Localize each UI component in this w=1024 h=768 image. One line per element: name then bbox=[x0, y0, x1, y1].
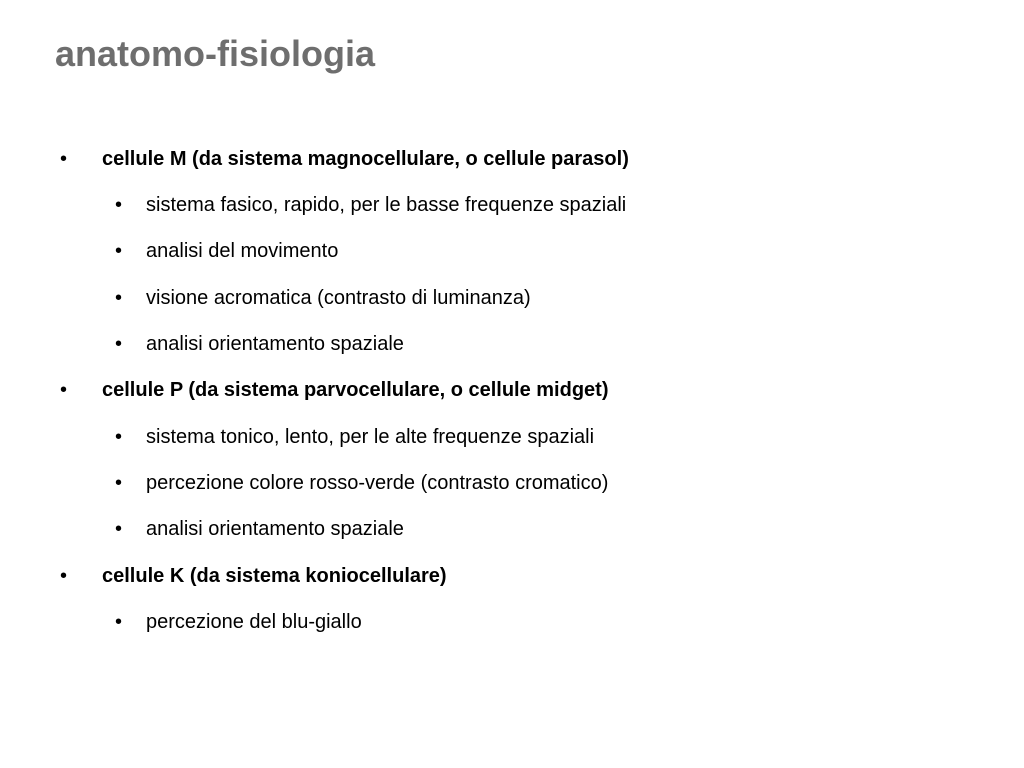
sub-bullet-label: analisi del movimento bbox=[146, 240, 339, 262]
sub-bullet-label: visione acromatica (contrasto di luminanza) bbox=[146, 287, 531, 309]
sub-bullet-label: analisi orientamento spaziale bbox=[146, 518, 404, 540]
sub-bullet-label: percezione del blu-giallo bbox=[146, 611, 362, 633]
bullet-icon: • bbox=[60, 565, 68, 587]
sub-bullet bbox=[115, 331, 404, 357]
bullet-icon: • bbox=[115, 518, 123, 540]
sub-bullet bbox=[115, 516, 404, 542]
sub-bullet bbox=[115, 192, 627, 218]
bullet-icon: • bbox=[60, 148, 68, 170]
bullet-cellule-k bbox=[60, 563, 447, 589]
bullet-icon: • bbox=[115, 472, 123, 494]
bullet-label: cellule K (da sistema koniocellulare) bbox=[102, 565, 447, 587]
bullet-cellule-m bbox=[60, 146, 629, 172]
sub-bullet bbox=[115, 238, 339, 264]
bullet-cellule-p bbox=[60, 377, 609, 403]
bullet-icon: • bbox=[115, 194, 123, 216]
sub-bullet bbox=[115, 609, 362, 635]
sub-bullet bbox=[115, 424, 595, 450]
bullet-icon: • bbox=[115, 426, 123, 448]
bullet-icon: • bbox=[115, 287, 123, 309]
sub-bullet-label: analisi orientamento spaziale bbox=[146, 333, 404, 355]
sub-bullet-label: percezione colore rosso-verde (contrasto cromatico) bbox=[146, 472, 609, 494]
bullet-icon: • bbox=[115, 240, 123, 262]
bullet-label: cellule P (da sistema parvocellulare, o cellule midget) bbox=[102, 379, 609, 401]
bullet-label: cellule M (da sistema magnocellulare, o cellule parasol) bbox=[102, 148, 629, 170]
bullet-icon: • bbox=[60, 379, 68, 401]
sub-bullet bbox=[115, 285, 531, 311]
sub-bullet-label: sistema fasico, rapido, per le basse frequenze spaziali bbox=[146, 194, 627, 216]
bullet-icon: • bbox=[115, 333, 123, 355]
bullet-icon: • bbox=[115, 611, 123, 633]
slide-title: anatomo-fisiologia bbox=[55, 33, 376, 74]
sub-bullet-label: sistema tonico, lento, per le alte frequenze spaziali bbox=[146, 426, 595, 448]
sub-bullet bbox=[115, 470, 609, 496]
